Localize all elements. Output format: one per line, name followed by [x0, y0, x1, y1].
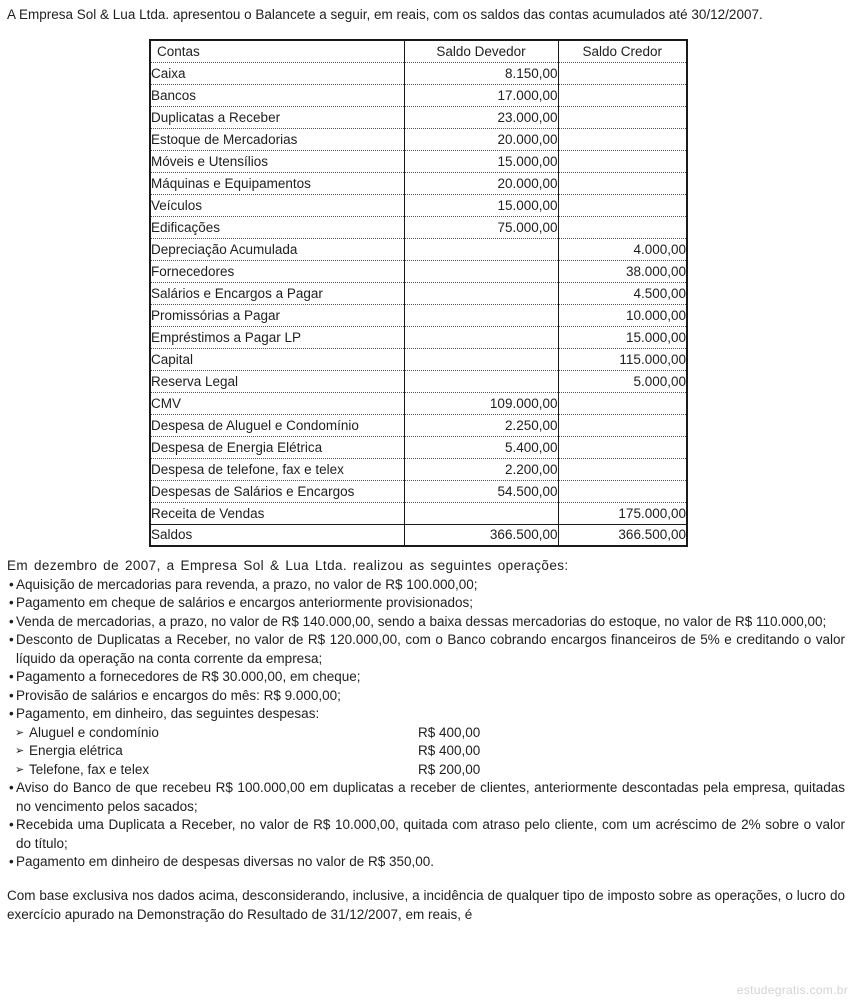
trial-balance-table [149, 39, 688, 547]
list-item [0, 705, 845, 724]
credit-value-cell: 4.500,00 [558, 282, 687, 304]
credit-value-cell: 10.000,00 [558, 304, 687, 326]
table-row [150, 216, 687, 238]
account-name-cell: Bancos [150, 84, 404, 106]
credit-value-cell: 115.000,00 [558, 348, 687, 370]
debit-value-cell: 15.000,00 [404, 150, 558, 172]
debit-value-cell: 2.250,00 [404, 414, 558, 436]
credit-value-cell: 366.500,00 [558, 524, 687, 546]
bullet-icon: • [9, 669, 14, 684]
account-name-cell: Capital [150, 348, 404, 370]
table-row [150, 260, 687, 282]
credit-value-cell [558, 436, 687, 458]
table-row [150, 348, 687, 370]
column-header-saldo-credor: Saldo Credor [558, 40, 687, 62]
column-header-saldo-devedor: Saldo Devedor [404, 40, 558, 62]
expense-list-item [15, 724, 853, 743]
expense-value: R$ 200,00 [418, 761, 481, 777]
list-item [0, 853, 845, 872]
list-item [0, 631, 845, 668]
debit-value-cell [404, 326, 558, 348]
table-row [150, 480, 687, 502]
credit-value-cell: 4.000,00 [558, 238, 687, 260]
table-row [150, 392, 687, 414]
table-row [150, 436, 687, 458]
credit-value-cell [558, 84, 687, 106]
arrow-bullet-icon: ➢ [15, 763, 25, 776]
account-name-cell: Despesas de Salários e Encargos [150, 480, 404, 502]
bullet-icon: • [9, 613, 14, 629]
expense-list-item [15, 742, 853, 761]
debit-value-cell [404, 238, 558, 260]
expense-value: R$ 400,00 [418, 724, 481, 740]
debit-value-cell: 2.200,00 [404, 458, 558, 480]
question-paragraph: Com base exclusiva nos dados acima, desconsiderando, inclusive, a incidência de qualquer tipo de imposto sobre as operações, o lucro do exercício apurado na Demonstração do Resultado de 31/12/2007, em reais, é [7, 887, 845, 922]
table-row [150, 150, 687, 172]
bullet-icon: • [9, 817, 14, 832]
watermark: estudegratis.com.br [736, 983, 848, 997]
credit-value-cell [558, 150, 687, 172]
account-name-cell: Edificações [150, 216, 404, 238]
bullet-icon: • [9, 854, 14, 869]
list-item [0, 816, 845, 853]
credit-value-cell [558, 172, 687, 194]
debit-value-cell: 20.000,00 [404, 128, 558, 150]
account-name-cell: CMV [150, 392, 404, 414]
list-item-text: Recebida uma Duplicata a Receber, no valor de R$ 10.000,00, quitada com atraso pelo cliente, com um acréscimo de 2% sobre o valor do título; [16, 817, 845, 851]
arrow-bullet-icon: ➢ [15, 726, 25, 739]
table-row [150, 194, 687, 216]
credit-value-cell [558, 392, 687, 414]
debit-value-cell: 75.000,00 [404, 216, 558, 238]
table-row [150, 458, 687, 480]
operations-section [0, 557, 853, 872]
table-row [150, 502, 687, 524]
arrow-bullet-icon: ➢ [15, 745, 25, 757]
list-item [0, 576, 845, 595]
account-name-cell: Veículos [150, 194, 404, 216]
credit-value-cell [558, 128, 687, 150]
list-item [0, 594, 845, 613]
table-row [150, 128, 687, 150]
list-item-text: Aviso do Banco de que recebeu R$ 100.000,00 em duplicatas a receber de clientes, anteriormente descontadas pela empresa, quitadas no vencimento pelos sacados; [16, 780, 845, 814]
bullet-icon: • [9, 780, 14, 795]
account-name-cell: Promissórias a Pagar [150, 304, 404, 326]
debit-value-cell: 366.500,00 [404, 524, 558, 546]
table-row [150, 84, 687, 106]
debit-value-cell: 54.500,00 [404, 480, 558, 502]
debit-value-cell [404, 282, 558, 304]
bullet-icon: • [9, 632, 14, 647]
table-row [150, 370, 687, 392]
column-header-contas: Contas [150, 40, 404, 62]
list-item-text: Aquisição de mercadorias para revenda, a prazo, no valor de R$ 100.000,00; [16, 576, 478, 592]
table-row [150, 106, 687, 128]
expense-list-item [15, 761, 853, 780]
list-item-text: Provisão de salários e encargos do mês: R$ 9.000,00; [16, 687, 341, 703]
credit-value-cell: 15.000,00 [558, 326, 687, 348]
debit-value-cell [404, 304, 558, 326]
table-row [150, 172, 687, 194]
debit-value-cell [404, 260, 558, 282]
intro-paragraph: A Empresa Sol & Lua Ltda. apresentou o Balancete a seguir, em reais, com os saldos das contas acumulados até 30/12/2007. [7, 7, 763, 22]
bullet-icon: • [9, 706, 14, 721]
credit-value-cell [558, 458, 687, 480]
account-name-cell: Fornecedores [150, 260, 404, 282]
list-item [0, 779, 845, 816]
credit-value-cell [558, 106, 687, 128]
list-item-text: Venda de mercadorias, a prazo, no valor de R$ 140.000,00, sendo a baixa dessas mercadorias do estoque, no valor de R$ 110.000,00; [16, 613, 827, 629]
table-row [150, 282, 687, 304]
account-name-cell: Salários e Encargos a Pagar [150, 282, 404, 304]
debit-value-cell: 23.000,00 [404, 106, 558, 128]
credit-value-cell: 38.000,00 [558, 260, 687, 282]
table-row-totals [150, 524, 687, 546]
account-name-cell: Reserva Legal [150, 370, 404, 392]
credit-value-cell: 5.000,00 [558, 370, 687, 392]
list-item [0, 687, 845, 706]
list-item-text: Desconto de Duplicatas a Receber, no valor de R$ 120.000,00, com o Banco cobrando encargos financeiros de 5% e creditando o valor líquido da operação na conta corrente da empresa; [16, 632, 845, 666]
debit-value-cell: 109.000,00 [404, 392, 558, 414]
table-header-row [150, 40, 687, 62]
table-row [150, 238, 687, 260]
table-row [150, 326, 687, 348]
operations-intro: Em dezembro de 2007, a Empresa Sol & Lua Ltda. realizou as seguintes operações: [7, 558, 569, 573]
debit-value-cell [404, 370, 558, 392]
account-name-cell: Saldos [150, 524, 404, 546]
credit-value-cell [558, 62, 687, 84]
debit-value-cell [404, 502, 558, 524]
account-name-cell: Receita de Vendas [150, 502, 404, 524]
expense-value: R$ 400,00 [418, 743, 481, 758]
list-item-text: Pagamento em cheque de salários e encargos anteriormente provisionados; [16, 595, 474, 610]
table-row [150, 414, 687, 436]
debit-value-cell: 17.000,00 [404, 84, 558, 106]
expense-label: Energia elétrica [29, 743, 123, 758]
credit-value-cell: 175.000,00 [558, 502, 687, 524]
account-name-cell: Caixa [150, 62, 404, 84]
bullet-icon: • [9, 595, 14, 610]
list-item-text: Pagamento, em dinheiro, das seguintes despesas: [16, 706, 320, 721]
table-row [150, 304, 687, 326]
account-name-cell: Depreciação Acumulada [150, 238, 404, 260]
expense-label: Aluguel e condomínio [29, 724, 159, 740]
list-item [0, 613, 845, 632]
account-name-cell: Duplicatas a Receber [150, 106, 404, 128]
credit-value-cell [558, 194, 687, 216]
table-row [150, 62, 687, 84]
account-name-cell: Despesa de Energia Elétrica [150, 436, 404, 458]
account-name-cell: Empréstimos a Pagar LP [150, 326, 404, 348]
credit-value-cell [558, 414, 687, 436]
list-item-text: Pagamento a fornecedores de R$ 30.000,00, em cheque; [16, 669, 361, 684]
debit-value-cell: 15.000,00 [404, 194, 558, 216]
debit-value-cell: 5.400,00 [404, 436, 558, 458]
bullet-icon: • [9, 687, 14, 703]
list-item-text: Pagamento em dinheiro de despesas diversas no valor de R$ 350,00. [16, 854, 435, 869]
credit-value-cell [558, 480, 687, 502]
account-name-cell: Despesa de Aluguel e Condomínio [150, 414, 404, 436]
credit-value-cell [558, 216, 687, 238]
list-item [0, 668, 845, 687]
account-name-cell: Despesa de telefone, fax e telex [150, 458, 404, 480]
debit-value-cell: 8.150,00 [404, 62, 558, 84]
bullet-icon: • [9, 576, 14, 592]
expense-label: Telefone, fax e telex [29, 761, 150, 777]
debit-value-cell [404, 348, 558, 370]
account-name-cell: Móveis e Utensílios [150, 150, 404, 172]
debit-value-cell: 20.000,00 [404, 172, 558, 194]
account-name-cell: Estoque de Mercadorias [150, 128, 404, 150]
account-name-cell: Máquinas e Equipamentos [150, 172, 404, 194]
